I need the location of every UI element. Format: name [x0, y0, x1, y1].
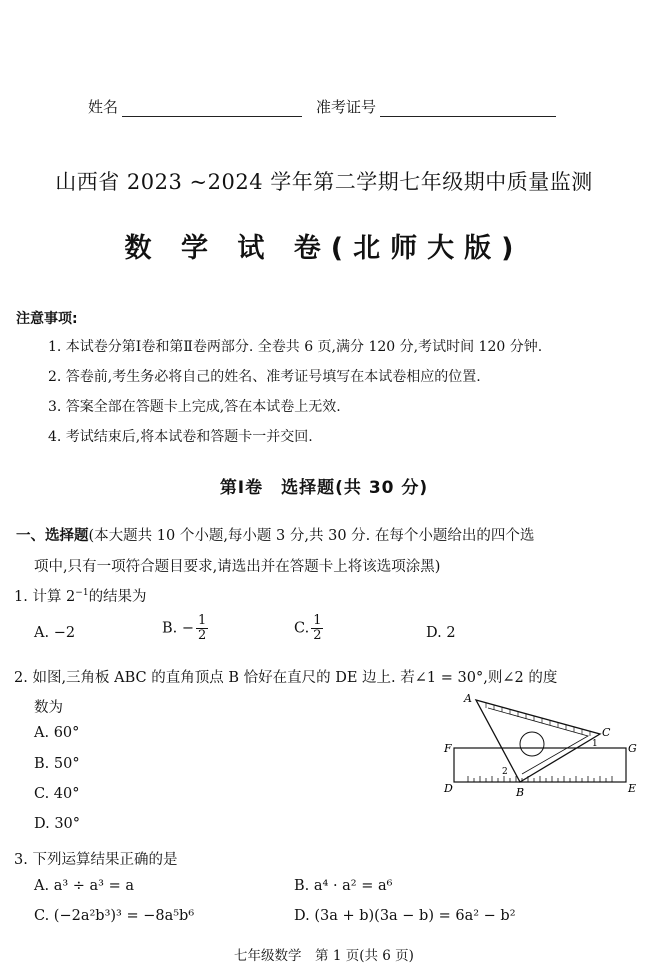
fraction-denominator: 2 — [313, 628, 322, 643]
label-g: G — [628, 742, 637, 755]
q1-stem — [14, 585, 147, 606]
q2-stem-1: 2. 如图,三角板 ABC 的直角顶点 B 恰好在直尺的 DE 边上. 若∠1 = 30°,则∠2 的度 — [14, 670, 558, 686]
q1-option-b-prefix: B. − — [162, 620, 195, 637]
triangle-inner — [488, 708, 588, 774]
q3-option-c: C. (−2a²b³)³ = −8a⁵b⁶ — [34, 908, 195, 924]
q1-option-c-fraction — [311, 614, 323, 643]
label-angle-1: 1 — [592, 739, 598, 749]
q2-option-c: C. 40° — [34, 786, 80, 802]
q1-stem-sup: −1 — [75, 588, 89, 598]
note-item: 1. 本试卷分第Ⅰ卷和第Ⅱ卷两部分. 全卷共 6 页,满分 120 分,考试时间 120 分钟. — [48, 339, 543, 355]
q3-stem: 3. 下列运算结果正确的是 — [14, 852, 178, 868]
triangle-abc — [476, 700, 600, 782]
section-title: 第Ⅰ卷 选择题(共 30 分) — [219, 478, 429, 498]
label-a: A — [464, 692, 472, 705]
note-item: 4. 考试结束后,将本试卷和答题卡一并交回. — [48, 429, 313, 445]
part-instructions-2: 项中,只有一项符合题目要求,请选出并在答题卡上将该选项涂黑) — [34, 559, 441, 575]
label-b: B — [516, 786, 525, 799]
fraction-numerator: 1 — [198, 613, 207, 628]
note-item: 2. 答卷前,考生务必将自己的姓名、准考证号填写在本试卷相应的位置. — [48, 369, 481, 385]
label-f: F — [444, 742, 452, 755]
triangle-ruler-figure — [438, 690, 642, 808]
triangle-hole — [520, 732, 544, 756]
q2-option-d: D. 30° — [34, 816, 81, 832]
exam-id-blank — [380, 101, 556, 117]
ruler-ticks — [468, 776, 612, 782]
q1-option-c — [294, 614, 323, 643]
notes-heading: 注意事项: — [16, 311, 78, 327]
name-field — [88, 96, 302, 117]
q1-stem-suffix: 的结果为 — [88, 589, 147, 605]
page-footer: 七年级数学 第 1 页(共 6 页) — [234, 948, 414, 964]
exam-subtitle: 数 学 试 卷(北师大版) — [124, 233, 524, 264]
part-heading-line — [16, 524, 534, 545]
exam-id-label: 准考证号 — [316, 98, 377, 116]
label-angle-2: 2 — [502, 767, 508, 777]
q1-option-b — [162, 614, 208, 643]
note-item: 3. 答案全部在答题卡上完成,答在本试卷上无效. — [48, 399, 341, 415]
fraction-numerator: 1 — [313, 613, 322, 628]
q2-stem-2: 数为 — [34, 700, 63, 716]
q1-stem-prefix: 1. 计算 2 — [14, 589, 76, 605]
exam-title: 山西省 2023 ~2024 学年第二学期七年级期中质量监测 — [55, 170, 593, 194]
q2-option-a: A. 60° — [34, 725, 80, 741]
q2-option-b: B. 50° — [34, 756, 80, 772]
name-label: 姓名 — [88, 98, 119, 116]
q1-option-c-prefix: C. — [294, 620, 310, 637]
fraction-denominator: 2 — [198, 628, 207, 643]
part-heading: 一、选择题 — [16, 528, 89, 544]
exam-id-field — [316, 96, 556, 117]
label-c: C — [602, 726, 611, 739]
q3-option-b: B. a⁴ · a² = a⁶ — [294, 878, 393, 894]
q1-option-d: D. 2 — [426, 625, 456, 641]
part-instructions-1: (本大题共 10 个小题,每小题 3 分,共 30 分. 在每个小题给出的四个选 — [88, 528, 535, 544]
q1-option-b-fraction — [196, 614, 208, 643]
name-blank — [122, 101, 302, 117]
label-e: E — [628, 782, 637, 795]
q1-option-a: A. −2 — [34, 625, 76, 641]
q3-option-d: D. (3a + b)(3a − b) = 6a² − b² — [294, 908, 516, 924]
label-d: D — [444, 782, 453, 795]
q3-option-a: A. a³ ÷ a³ = a — [34, 878, 134, 894]
triangle-scale-marks — [486, 703, 590, 736]
